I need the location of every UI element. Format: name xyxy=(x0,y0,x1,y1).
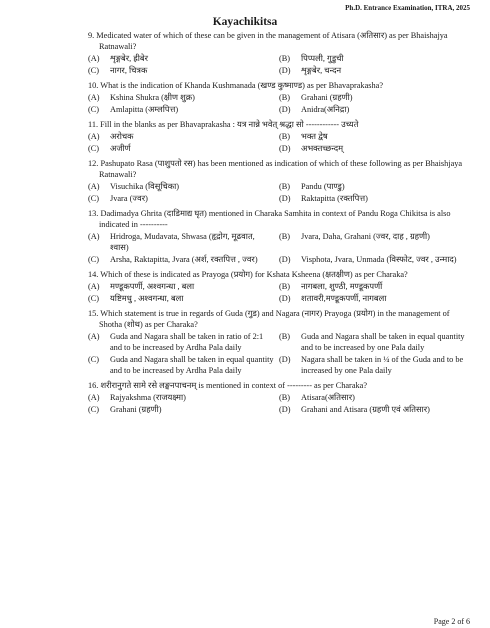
option-label: (A) xyxy=(88,282,100,291)
option-item xyxy=(279,193,470,204)
option-text: शृङ्गबेर, चन्दन xyxy=(301,66,342,75)
option-label: (A) xyxy=(88,54,100,63)
option-item xyxy=(88,181,279,192)
option-label: (C) xyxy=(88,194,100,203)
question-body: Pashupato Rasa (पाशुपतो रस) has been mentioned as indication of which of these following as per Bhaishjaya Ratnawali? xyxy=(99,159,463,179)
option-text: Grahani (ग्रहणी) xyxy=(110,405,162,414)
option-text: शृङ्गबेर, ह्रीबेर xyxy=(110,54,148,63)
option-item xyxy=(88,331,279,353)
option-label: (D) xyxy=(279,355,291,364)
option-text: Jvara, Daha, Grahani (ज्वर, दाह , ग्रहणी) xyxy=(301,232,430,241)
question-body: What is the indication of Khanda Kushmanada (खण्ड कुष्माण्ड) as per Bhavaprakasha? xyxy=(100,81,384,90)
question-number: 16. xyxy=(88,381,101,390)
option-item xyxy=(279,181,470,192)
question-body: Medicated water of which of these can be given in the management of Atisara (अतिसार) as per Bhaishajya Ratnawali? xyxy=(96,31,448,51)
question-item xyxy=(88,308,470,376)
question-number: 9. xyxy=(88,31,97,40)
option-item xyxy=(88,65,279,76)
option-item xyxy=(88,143,279,154)
question-number: 11. xyxy=(88,120,101,129)
question-text xyxy=(88,308,470,330)
option-label: (D) xyxy=(279,294,291,303)
option-item xyxy=(88,281,279,292)
question-item xyxy=(88,269,470,304)
option-item xyxy=(279,281,470,292)
option-text: अजीर्ण xyxy=(110,144,131,153)
option-label: (A) xyxy=(88,182,100,191)
option-item xyxy=(279,293,470,304)
option-text: Kshina Shukra (क्षीण शुक्र) xyxy=(110,93,195,102)
option-item xyxy=(88,53,279,64)
option-label: (D) xyxy=(279,144,291,153)
question-list xyxy=(88,30,470,419)
question-text xyxy=(88,30,470,52)
question-item xyxy=(88,119,470,154)
option-item xyxy=(279,53,470,64)
option-text: Guda and Nagara shall be taken in equal quantity and to be increased by Ardha Pala daily xyxy=(110,355,274,375)
option-item xyxy=(88,92,279,103)
option-label: (A) xyxy=(88,232,100,241)
option-item xyxy=(88,193,279,204)
option-text: Rajyakshma (राजयक्ष्मा) xyxy=(110,393,186,402)
option-item xyxy=(279,254,470,265)
option-text: यष्टिमधु , अश्वगन्धा, बला xyxy=(110,294,184,303)
option-label: (C) xyxy=(88,294,100,303)
question-text xyxy=(88,208,470,230)
option-label: (C) xyxy=(88,355,100,364)
question-text xyxy=(88,119,470,130)
option-text: Amlapitta (अम्लपित्त) xyxy=(110,105,179,114)
option-text: Guda and Nagara shall be taken in ratio of 2:1 and to be increased by Ardha Pala daily xyxy=(110,332,264,352)
question-number: 13. xyxy=(88,209,101,218)
option-label: (B) xyxy=(279,54,291,63)
option-text: Grahani (ग्रहणी) xyxy=(301,93,353,102)
question-body: Which of these is indicated as Prayoga (प्रयोग) for Kshata Ksheena (क्षतक्षीण) as per Charaka? xyxy=(100,270,408,279)
option-text: Visuchika (विसूचिका) xyxy=(110,182,180,191)
option-label: (A) xyxy=(88,132,100,141)
option-text: नागबला, शुण्ठी, मण्डूकपर्णी xyxy=(301,282,383,291)
option-label: (D) xyxy=(279,194,291,203)
question-item xyxy=(88,30,470,76)
option-item xyxy=(279,104,470,115)
option-item xyxy=(279,392,470,403)
question-text xyxy=(88,380,470,391)
option-label: (D) xyxy=(279,405,291,414)
option-text: Nagara shall be taken in ¼ of the Guda and to be increased by one Pala daily xyxy=(301,355,464,375)
question-text xyxy=(88,158,470,180)
exam-header: Ph.D. Entrance Examination, ITRA, 2025 xyxy=(345,4,470,12)
option-item xyxy=(279,143,470,154)
option-label: (B) xyxy=(279,332,291,341)
option-label: (A) xyxy=(88,393,100,402)
question-item xyxy=(88,208,470,265)
question-body: Fill in the blanks as per Bhavaprakasha : यत्र नान्ने भवेत् श्रद्धा सो ------------ उच्यते xyxy=(100,120,359,129)
option-label: (A) xyxy=(88,93,100,102)
option-text: Raktapitta (रक्तपित्त) xyxy=(301,194,368,203)
option-text: Anidra(अनिद्रा) xyxy=(301,105,350,114)
option-item xyxy=(88,392,279,403)
question-body: Which statement is true in regards of Guda (गुड) and Nagara (नागर) Prayoga (प्रयोग) in the management of Shotha (शोथ) as per Charaka? xyxy=(99,309,450,329)
option-text: Jvara (ज्वर) xyxy=(110,194,148,203)
option-label: (B) xyxy=(279,93,291,102)
option-text: Hridroga, Mudavata, Shwasa (हृद्रोग, मूढवात, श्वास) xyxy=(110,232,255,252)
question-item xyxy=(88,158,470,204)
option-item xyxy=(88,354,279,376)
option-label: (C) xyxy=(88,66,100,75)
option-item xyxy=(279,354,470,376)
question-number: 15. xyxy=(88,309,101,318)
question-number: 12. xyxy=(88,159,101,168)
option-label: (C) xyxy=(88,144,100,153)
option-label: (B) xyxy=(279,232,291,241)
option-item xyxy=(279,231,470,253)
question-body: Dadimadya Ghrita (दाडिमाद्य घृत) mentioned in Charaka Samhita in context of Pandu Roga Chikitsa is also indicated in ---------- xyxy=(99,209,451,229)
option-text: Pandu (पाण्डु) xyxy=(301,182,345,191)
question-item xyxy=(88,80,470,115)
option-label: (D) xyxy=(279,105,291,114)
option-item xyxy=(279,131,470,142)
option-label: (B) xyxy=(279,282,291,291)
option-item xyxy=(279,404,470,415)
option-item xyxy=(88,254,279,265)
option-label: (B) xyxy=(279,182,291,191)
option-text: अभक्तच्छन्दम् xyxy=(301,144,344,153)
question-text xyxy=(88,80,470,91)
subject-title: Kayachikitsa xyxy=(212,16,278,28)
option-text: Grahani and Atisara (ग्रहणी एवं अतिसार) xyxy=(301,405,430,414)
option-text: भक्त द्वेष xyxy=(301,132,328,141)
option-item xyxy=(88,104,279,115)
option-label: (D) xyxy=(279,255,291,264)
question-text xyxy=(88,269,470,280)
question-number: 10. xyxy=(88,81,101,90)
question-item xyxy=(88,380,470,415)
option-item xyxy=(279,65,470,76)
option-text: Visphota, Jvara, Unmada (विस्फोट, ज्वर , उन्माद) xyxy=(301,255,457,264)
option-text: शतावरी,मण्डूकपर्णी, नागबला xyxy=(301,294,387,303)
option-item xyxy=(88,131,279,142)
option-item xyxy=(279,331,470,353)
option-text: अरोचक xyxy=(110,132,134,141)
option-text: Guda and Nagara shall be taken in equal quantity and to be increased by one Pala daily xyxy=(301,332,465,352)
option-item xyxy=(279,92,470,103)
option-label: (D) xyxy=(279,66,291,75)
option-item xyxy=(88,293,279,304)
option-label: (C) xyxy=(88,405,100,414)
option-text: नागर, चित्रक xyxy=(110,66,148,75)
option-text: Atisara(अतिसार) xyxy=(301,393,355,402)
option-label: (A) xyxy=(88,332,100,341)
question-number: 14. xyxy=(88,270,101,279)
option-text: पिप्पली, गुडुची xyxy=(301,54,344,63)
question-body: शरीरानुगते सामे रसे लङ्घनपाचनम् is mentioned in context of --------- as per Charaka? xyxy=(100,381,368,390)
page-number: Page 2 of 6 xyxy=(433,617,470,626)
option-label: (C) xyxy=(88,255,100,264)
option-text: Arsha, Raktapitta, Jvara (अर्श, रक्तपित्त , ज्वर) xyxy=(110,255,258,264)
option-item xyxy=(88,231,279,253)
option-label: (C) xyxy=(88,105,100,114)
option-label: (B) xyxy=(279,393,291,402)
option-label: (B) xyxy=(279,132,291,141)
option-item xyxy=(88,404,279,415)
option-text: मण्डूकपर्णी, अश्वगन्धा , बला xyxy=(110,282,195,291)
